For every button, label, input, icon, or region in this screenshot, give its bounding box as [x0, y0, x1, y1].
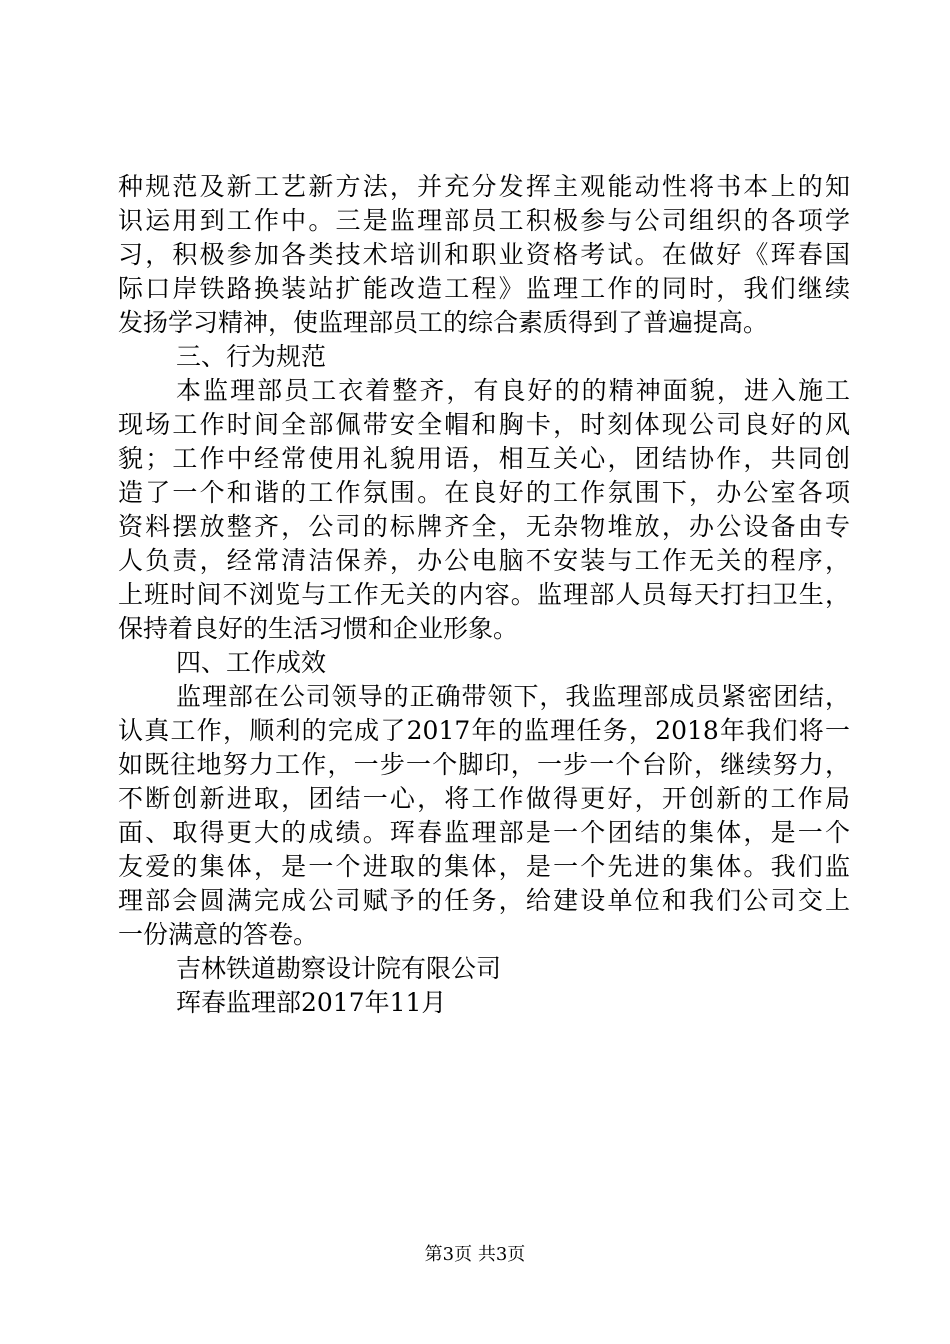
text-line: 人负责，经常清洁保养，办公电脑不安装与工作无关的程序，: [118, 546, 850, 575]
text-line: 上班时间不浏览与工作无关的内容。监理部人员每天打扫卫生，: [118, 580, 850, 609]
section-heading: 四、工作成效: [176, 648, 327, 677]
text-line: 本监理部员工衣着整齐，有良好的的精神面貌，进入施工: [176, 376, 850, 405]
text-line: 一份满意的答卷。: [118, 920, 319, 949]
text-line: 资料摆放整齐，公司的标牌齐全，无杂物堆放，办公设备由专: [118, 512, 850, 541]
text-line: 认真工作，顺利的完成了2017年的监理任务，2018年我们将一: [118, 716, 850, 745]
text-line: 貌；工作中经常使用礼貌用语，相互关心，团结协作，共同创: [118, 444, 850, 473]
text-line: 习，积极参加各类技术培训和职业资格考试。在做好《珲春国: [118, 240, 850, 269]
text-line: 现场工作时间全部佩带安全帽和胸卡，时刻体现公司良好的风: [118, 410, 850, 439]
text-line: 种规范及新工艺新方法，并充分发挥主观能动性将书本上的知: [118, 172, 850, 201]
text-line: 际口岸铁路换装站扩能改造工程》监理工作的同时，我们继续: [118, 274, 850, 303]
text-line: 发扬学习精神，使监理部员工的综合素质得到了普遍提高。: [118, 308, 769, 337]
signature-date: 珲春监理部2017年11月: [176, 988, 447, 1017]
document-body: [118, 170, 850, 1020]
text-line: 友爱的集体，是一个进取的集体，是一个先进的集体。我们监: [118, 852, 850, 881]
text-line: 保持着良好的生活习惯和企业形象。: [118, 614, 519, 643]
text-line: 面、取得更大的成绩。珲春监理部是一个团结的集体，是一个: [118, 818, 850, 847]
text-line: 如既往地努力工作，一步一个脚印，一步一个台阶，继续努力，: [118, 750, 850, 779]
text-line: 识运用到工作中。三是监理部员工积极参与公司组织的各项学: [118, 206, 850, 235]
page-footer: 第3页 共3页: [424, 1244, 526, 1265]
text-line: 造了一个和谐的工作氛围。在良好的工作氛围下，办公室各项: [118, 478, 850, 507]
text-line: 不断创新进取，团结一心，将工作做得更好，开创新的工作局: [118, 784, 850, 813]
text-line: 理部会圆满完成公司赋予的任务，给建设单位和我们公司交上: [118, 886, 850, 915]
section-heading: 三、行为规范: [176, 342, 327, 371]
text-line: 监理部在公司领导的正确带领下，我监理部成员紧密团结，: [176, 682, 850, 711]
signature-company: 吉林铁道勘察设计院有限公司: [176, 954, 502, 983]
